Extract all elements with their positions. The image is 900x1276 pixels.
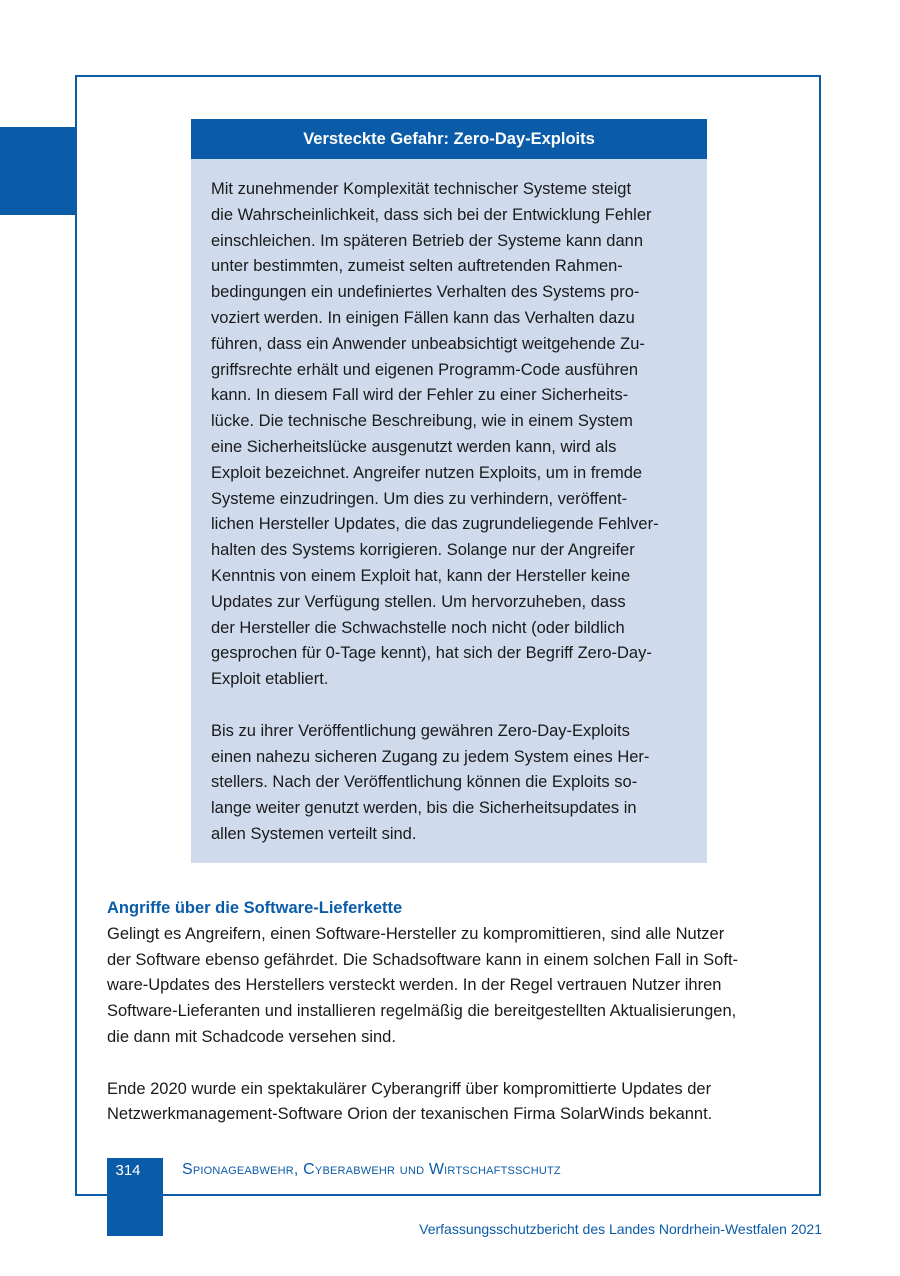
side-tab-marker [0, 127, 76, 215]
info-box-title: Versteckte Gefahr: Zero-Day-Exploits [191, 119, 707, 159]
section-heading: Angriffe über die Software-Lieferkette [107, 899, 403, 917]
section-paragraph-2: Ende 2020 wurde ein spektakulärer Cyberangriff über kompromittierte Updates der Netzwerkmanagement-Software Orion der texanischen Firma SolarWinds bekannt. [107, 1079, 713, 1124]
body-section [107, 896, 807, 1128]
page-number: 314 [115, 1162, 141, 1179]
section-paragraph-1: Gelingt es Angreifern, einen Software-Hersteller zu kompromittieren, sind alle Nutzer der Software ebenso gefährdet. Die Schadsoftware kann in einem solchen Fall in Soft- ware-Updates des Herstellers versteckt werden. In der Regel vertrauen Nutzer ihren Software-Lieferanten und installieren regelmäßig die bereitgestellten Aktualisierungen, die dann mit Schadcode versehen sind. [107, 924, 739, 1046]
publication-footer: Verfassungsschutzbericht des Landes Nordrhein-Westfalen 2021 [419, 1221, 822, 1237]
chapter-title: Spionageabwehr, Cyberabwehr und Wirtschaftsschutz [182, 1161, 561, 1178]
info-box [191, 159, 707, 863]
info-box-paragraph-2: Bis zu ihrer Veröffentlichung gewähren Zero-Day-Exploits einen nahezu sicheren Zugang zu jedem System eines Her- stellers. Nach der Veröffentlichung können die Exploits so- lange weiter genutzt werden, bis die Sicherheitsupdates in allen Systemen verteilt sind. [211, 721, 650, 843]
info-box-paragraph-1: Mit zunehmender Komplexität technischer Systeme steigt die Wahrscheinlichkeit, dass sich bei der Entwicklung Fehler einschleichen. Im späteren Betrieb der Systeme kann dann unter bestimmten, zumeist selten auftretenden Rahmen- bedingungen ein undefiniertes Verhalten des Systems pro- voziert werden. In einigen Fällen kann das Verhalten dazu führen, dass ein Anwender unbeabsichtigt weitgehende Zu- griffsrechte erhält und eigenen Programm-Code ausführen kann. In diesem Fall wird der Fehler zu einer Sicherheits- lücke. Die technische Beschreibung, wie in einem System eine Sicherheitslücke ausgenutzt werden kann, wird als Exploit bezeichnet. Angreifer nutzen Exploits, um in fremde Systeme einzudringen. Um dies zu verhindern, veröffent- lichen Hersteller Updates, die das zugrundeliegende Fehlver- halten des Systems korrigieren. Solange nur der Angreifer Kenntnis von einem Exploit hat, kann der Hersteller keine Updates zur Verfügung stellen. Um hervorzuheben, dass der Hersteller die Schwachstelle noch nicht (oder bildlich gesprochen für 0-Tage kennt), hat sich der Begriff Zero-Day- Exploit etabliert. [211, 180, 659, 689]
